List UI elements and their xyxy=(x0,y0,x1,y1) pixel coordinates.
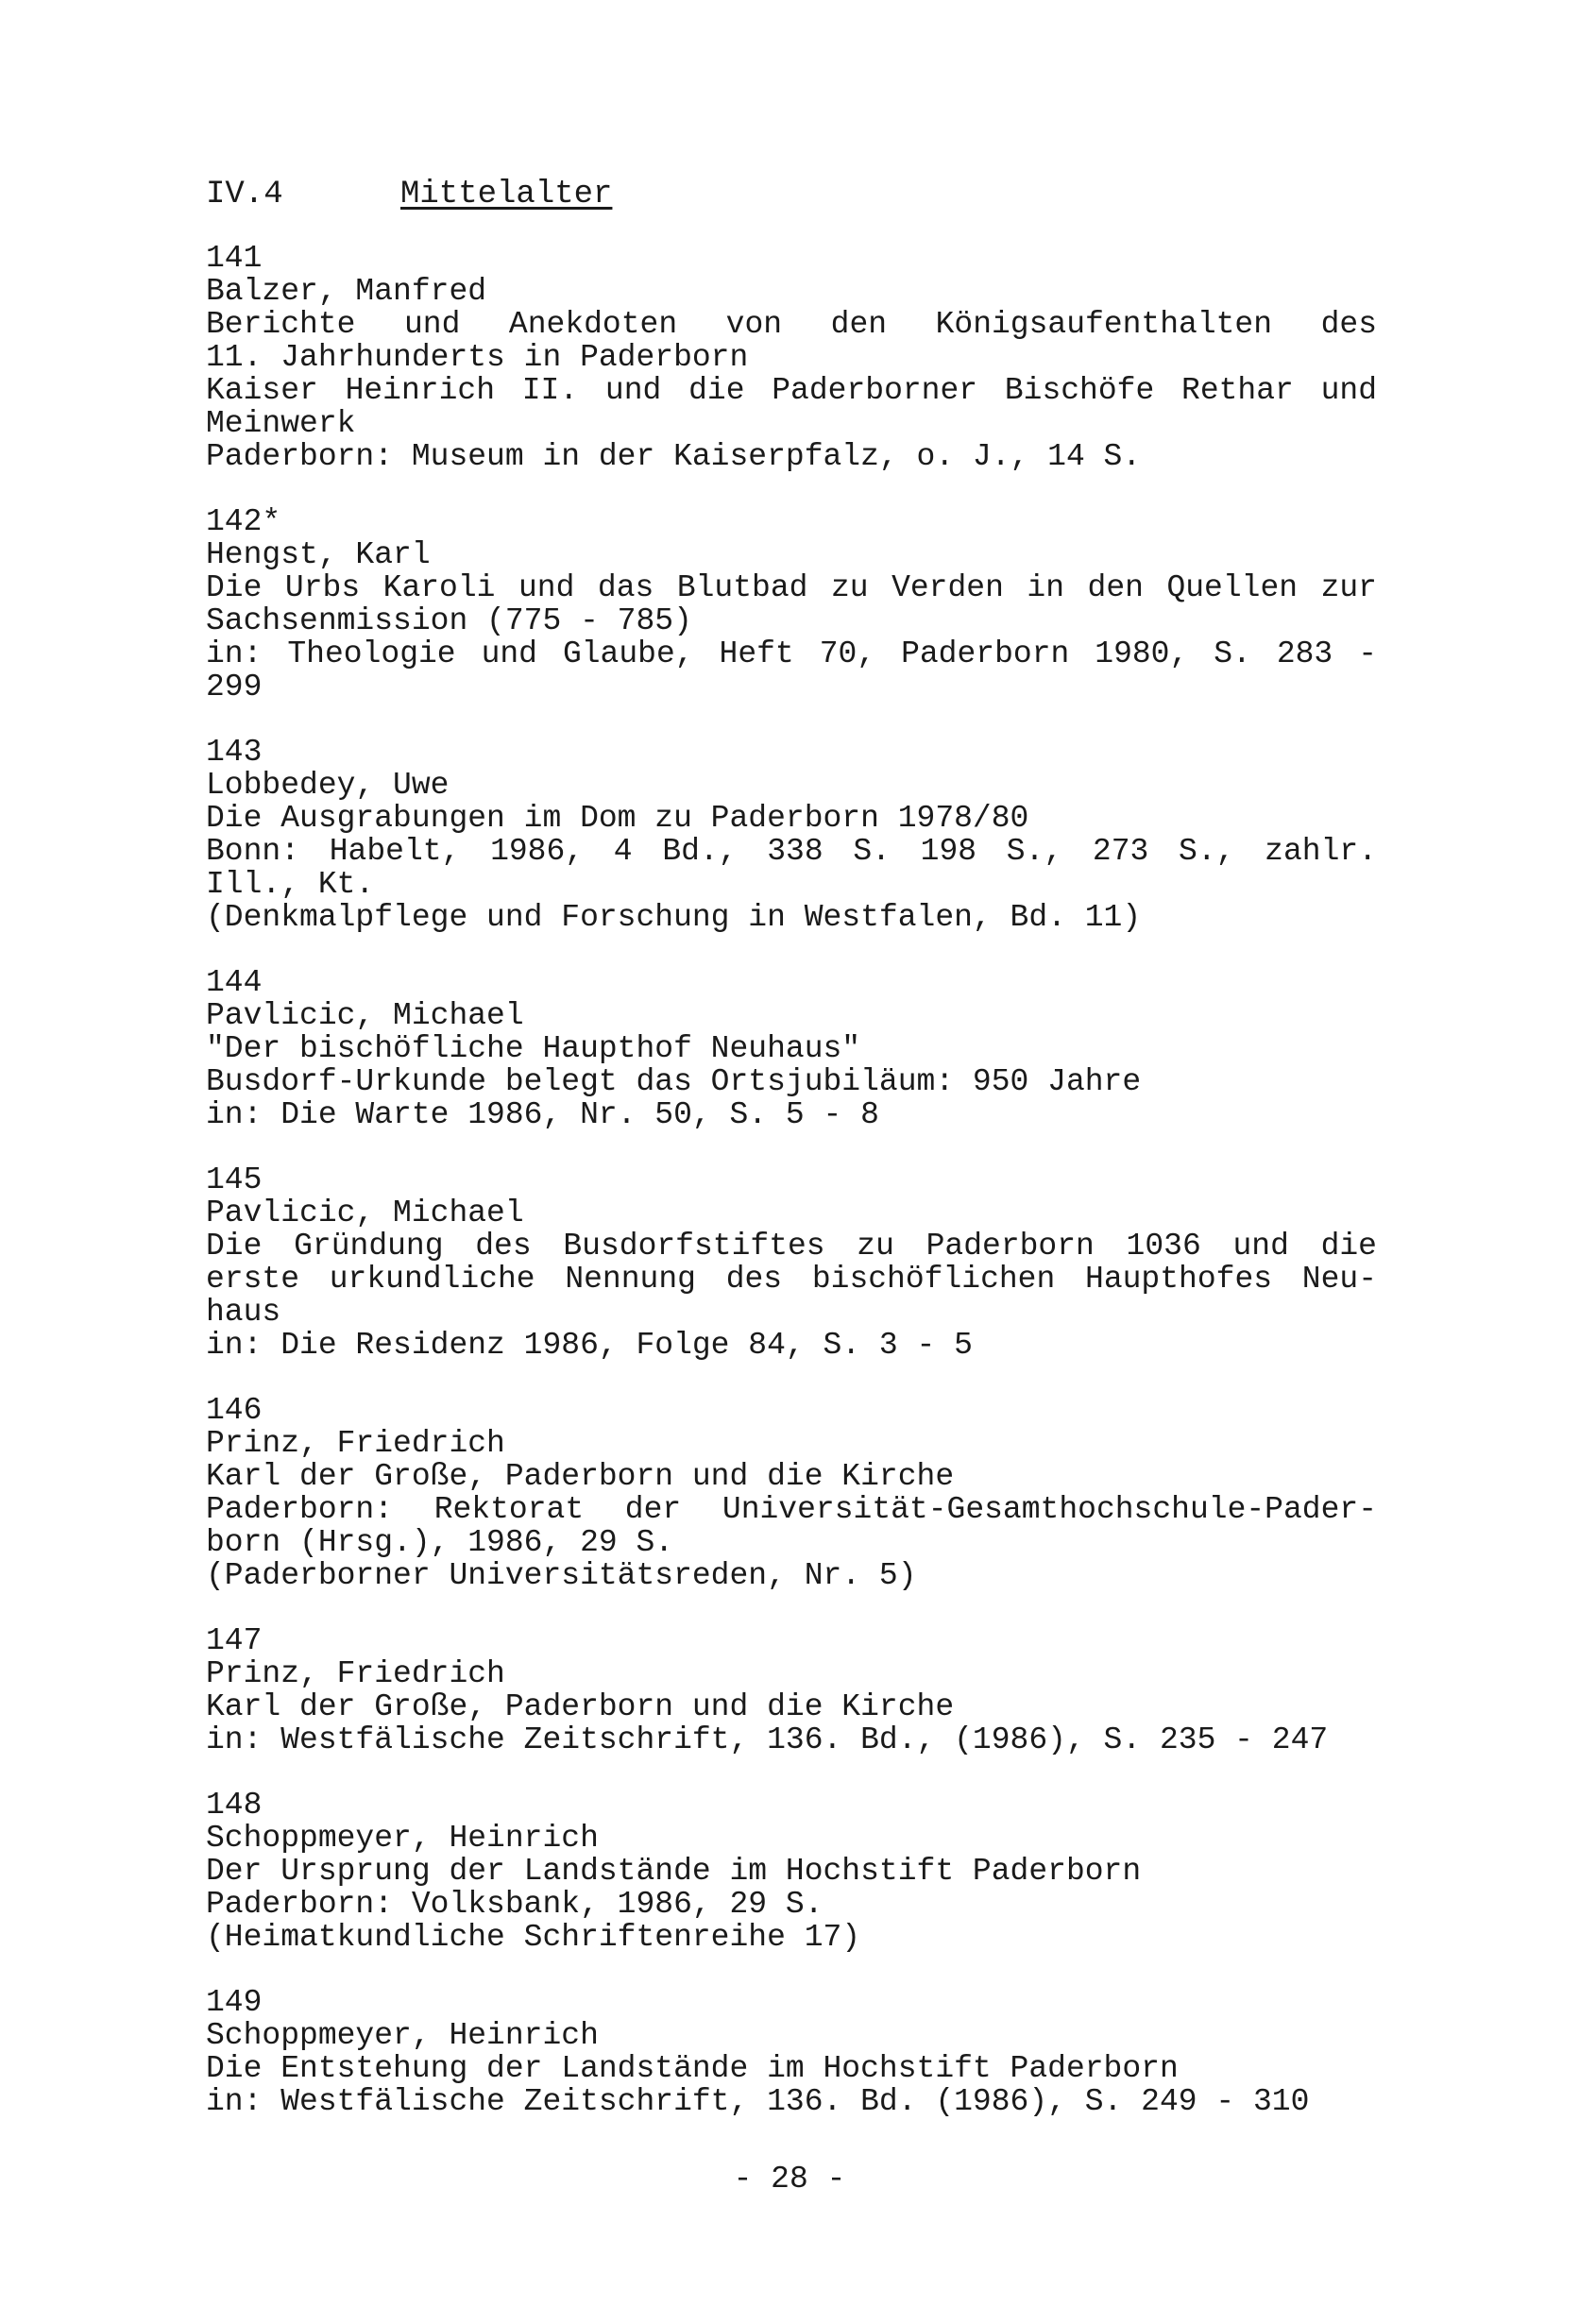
entry-line: (Denkmalpflege und Forschung in Westfalen, Bd. 11) xyxy=(206,900,1142,935)
bibliography-entry xyxy=(206,1394,1377,1592)
bibliography-entry xyxy=(206,1624,1377,1756)
entry-line: in: Die Warte 1986, Nr. 50, S. 5 - 8 xyxy=(206,1097,879,1132)
entry-line: in: Theologie und Glaube, Heft 70, Paderborn 1980, S. 283 - xyxy=(206,636,1377,671)
entry-number: 149 xyxy=(206,1985,263,2020)
entry-author: Schoppmeyer, Heinrich xyxy=(206,1821,599,1856)
entry-number: 146 xyxy=(206,1393,263,1428)
entry-line: in: Die Residenz 1986, Folge 84, S. 3 - 5 xyxy=(206,1328,973,1363)
entry-author: Pavlicic, Michael xyxy=(206,1196,524,1230)
bibliography-entry xyxy=(206,1986,1377,2118)
entry-line: born (Hrsg.), 1986, 29 S. xyxy=(206,1525,674,1560)
entry-number: 144 xyxy=(206,965,263,1000)
entry-line: Paderborn: Rektorat der Universität-Gesamthochschule-Pader- xyxy=(206,1492,1377,1527)
entry-line: Die Entstehung der Landstände im Hochstift Paderborn xyxy=(206,2051,1179,2086)
entry-number: 145 xyxy=(206,1162,263,1197)
page-number: - 28 - xyxy=(733,2162,846,2197)
entry-line: Sachsenmission (775 - 785) xyxy=(206,603,692,638)
entry-line: erste urkundliche Nennung des bischöflichen Haupthofes Neu- xyxy=(206,1262,1377,1297)
bibliography-entry xyxy=(206,242,1377,473)
entry-line: in: Westfälische Zeitschrift, 136. Bd., (1986), S. 235 - 247 xyxy=(206,1722,1329,1757)
entry-line: Karl der Große, Paderborn und die Kirche xyxy=(206,1689,955,1724)
entry-author: Prinz, Friedrich xyxy=(206,1426,505,1461)
entry-line: Karl der Große, Paderborn und die Kirche xyxy=(206,1459,955,1494)
entry-number: 143 xyxy=(206,735,263,770)
entry-line: Die Ausgrabungen im Dom zu Paderborn 1978/80 xyxy=(206,801,1029,836)
entry-line: Der Ursprung der Landstände im Hochstift Paderborn xyxy=(206,1854,1142,1889)
entry-line: Paderborn: Volksbank, 1986, 29 S. xyxy=(206,1887,823,1922)
bibliography-entry xyxy=(206,736,1377,934)
entry-line: "Der bischöfliche Haupthof Neuhaus" xyxy=(206,1031,861,1066)
entry-author: Hengst, Karl xyxy=(206,537,431,572)
entry-number: 148 xyxy=(206,1788,263,1823)
entry-line: haus xyxy=(206,1295,281,1330)
entry-line: Meinwerk xyxy=(206,406,356,441)
entry-line: Paderborn: Museum in der Kaiserpfalz, o. J., 14 S. xyxy=(206,439,1142,474)
entry-line: (Heimatkundliche Schriftenreihe 17) xyxy=(206,1920,861,1955)
bibliography-entry xyxy=(206,966,1377,1131)
bibliography-entry xyxy=(206,1163,1377,1362)
entry-number: 142* xyxy=(206,504,281,539)
entry-author: Lobbedey, Uwe xyxy=(206,768,450,803)
section-number: IV.4 xyxy=(206,177,283,212)
entry-author: Schoppmeyer, Heinrich xyxy=(206,2018,599,2053)
entry-line: (Paderborner Universitätsreden, Nr. 5) xyxy=(206,1558,917,1593)
section-heading xyxy=(206,176,612,213)
entry-line: Ill., Kt. xyxy=(206,867,375,902)
section-title: Mittelalter xyxy=(400,177,613,212)
entry-number: 141 xyxy=(206,241,263,276)
entry-line: Bonn: Habelt, 1986, 4 Bd., 338 S. 198 S., 273 S., zahlr. xyxy=(206,834,1377,869)
entry-line: Die Gründung des Busdorfstiftes zu Paderborn 1036 und die xyxy=(206,1229,1377,1264)
entry-line: Berichte und Anekdoten von den Königsaufenthalten des xyxy=(206,307,1377,342)
entry-line: Busdorf-Urkunde belegt das Ortsjubiläum: 950 Jahre xyxy=(206,1064,1142,1099)
entry-author: Balzer, Manfred xyxy=(206,274,487,309)
entry-number: 147 xyxy=(206,1623,263,1658)
entry-line: Kaiser Heinrich II. und die Paderborner Bischöfe Rethar und xyxy=(206,373,1377,408)
entry-author: Prinz, Friedrich xyxy=(206,1656,505,1691)
bibliography-entry xyxy=(206,505,1377,704)
entry-line: 11. Jahrhunderts in Paderborn xyxy=(206,340,749,375)
entry-line: 299 xyxy=(206,670,263,704)
entry-line: in: Westfälische Zeitschrift, 136. Bd. (1986), S. 249 - 310 xyxy=(206,2084,1310,2119)
entry-author: Pavlicic, Michael xyxy=(206,998,524,1033)
bibliography-entry xyxy=(206,1789,1377,1954)
bibliography-list xyxy=(206,242,1377,2150)
entry-line: Die Urbs Karoli und das Blutbad zu Verden in den Quellen zur xyxy=(206,570,1377,605)
